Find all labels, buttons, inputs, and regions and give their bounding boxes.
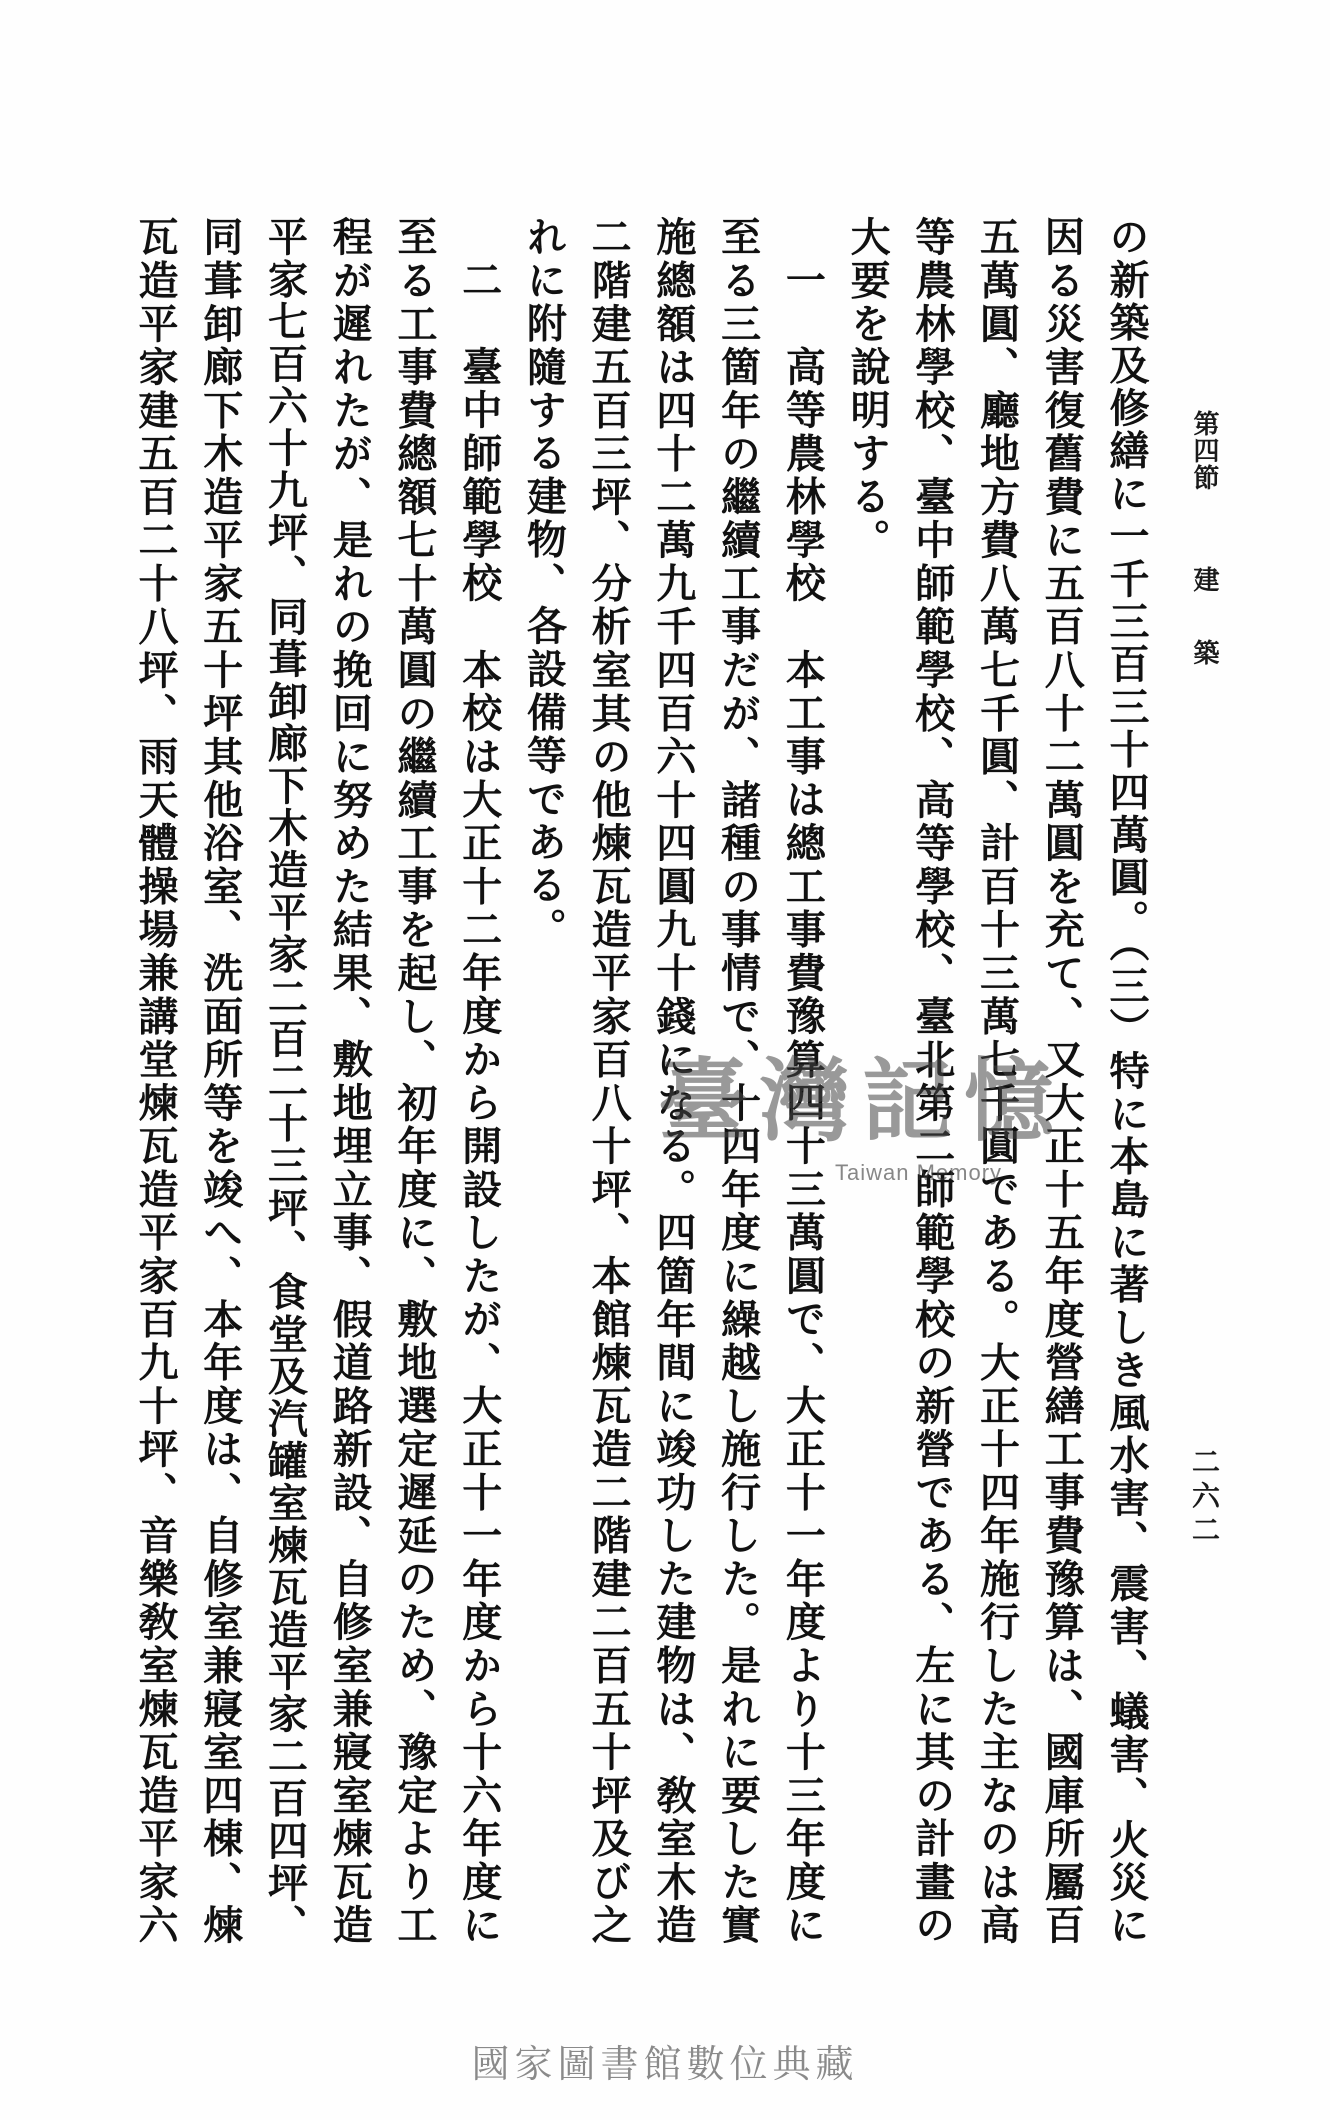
body-text-column: 因る災害復舊費に五百八十二萬圓を充て、又大正十五年度營繕工事費豫算は、國庫所屬百 <box>1038 216 1086 1944</box>
body-text-column: の新築及修繕に一千三百三十四萬圓。（三）特に本島に著しき風水害、震害、蟻害、火災に <box>1103 216 1150 1944</box>
body-text-column: 二階建五百三坪、分析室其の他煉瓦造平家百八十坪、本館煉瓦造二階建二百五十坪及び之 <box>585 216 633 1944</box>
body-text-column: 程が遲れたが、是れの挽回に努めた結果、敷地埋立事、假道路新設、自修室兼寢室煉瓦造 <box>326 216 374 1944</box>
body-text-column: 施總額は四十二萬九千四百六十四圓九十錢になる。四箇年間に竣功した建物は、敎室木造 <box>649 216 697 1944</box>
watermark-logo-text: 臺灣記憶 <box>658 1048 1066 1154</box>
body-text-column: 同葺卸廊下木造平家五十坪其他浴室、洗面所等を竣へ、本年度は、自修室兼寢室四棟、煉 <box>196 216 244 1944</box>
running-header-section: 第四節 <box>1189 410 1219 491</box>
running-header-title: 建築 <box>1189 566 1219 712</box>
body-text-column: 至る工事費總額七十萬圓の繼續工事を起し、初年度に、敷地選定遲延のため、豫定より工 <box>390 216 438 1944</box>
body-text-column: 平家七百六十九坪、同葺卸廊下木造平家二百二十三坪、食堂及汽罐室煉瓦造平家二百四坪、 <box>261 216 309 1944</box>
body-text-column: 至る三箇年の繼續工事だが、諸種の事情で、十四年度に繰越し施行した。是れに要した實 <box>714 216 762 1944</box>
body-text-column: れに附隨する建物、各設備等である。 <box>520 216 568 951</box>
section-heading-column: 二 臺中師範學校 本校は大正十二年度から開設したが、大正十一年度から十六年度に <box>455 259 503 1944</box>
body-text-column: 等農林學校、臺中師範學校、高等學校、臺北第二師範學校の新營である、左に其の計畫の <box>908 216 956 1944</box>
footer-collection-credit: 國家圖書館數位典藏 <box>471 2042 859 2086</box>
section-heading-column: 一 高等農林學校 本工事は總工事費豫算四十三萬圓で、大正十一年度より十三年度に <box>779 259 827 1944</box>
body-text-column: 五萬圓、廳地方費八萬七千圓、計百十三萬七千圓である。大正十四年施行した主なのは高 <box>973 216 1021 1944</box>
body-text-column: 瓦造平家建五百二十八坪、雨天體操場兼講堂煉瓦造平家百九十坪、音樂敎室煉瓦造平家六 <box>132 216 180 1944</box>
body-text-column: 大要を說明する。 <box>844 216 892 562</box>
page-number: 二六二 <box>1188 1447 1221 1549</box>
watermark-logo-subtext: Taiwan Memory <box>835 1160 1003 1185</box>
